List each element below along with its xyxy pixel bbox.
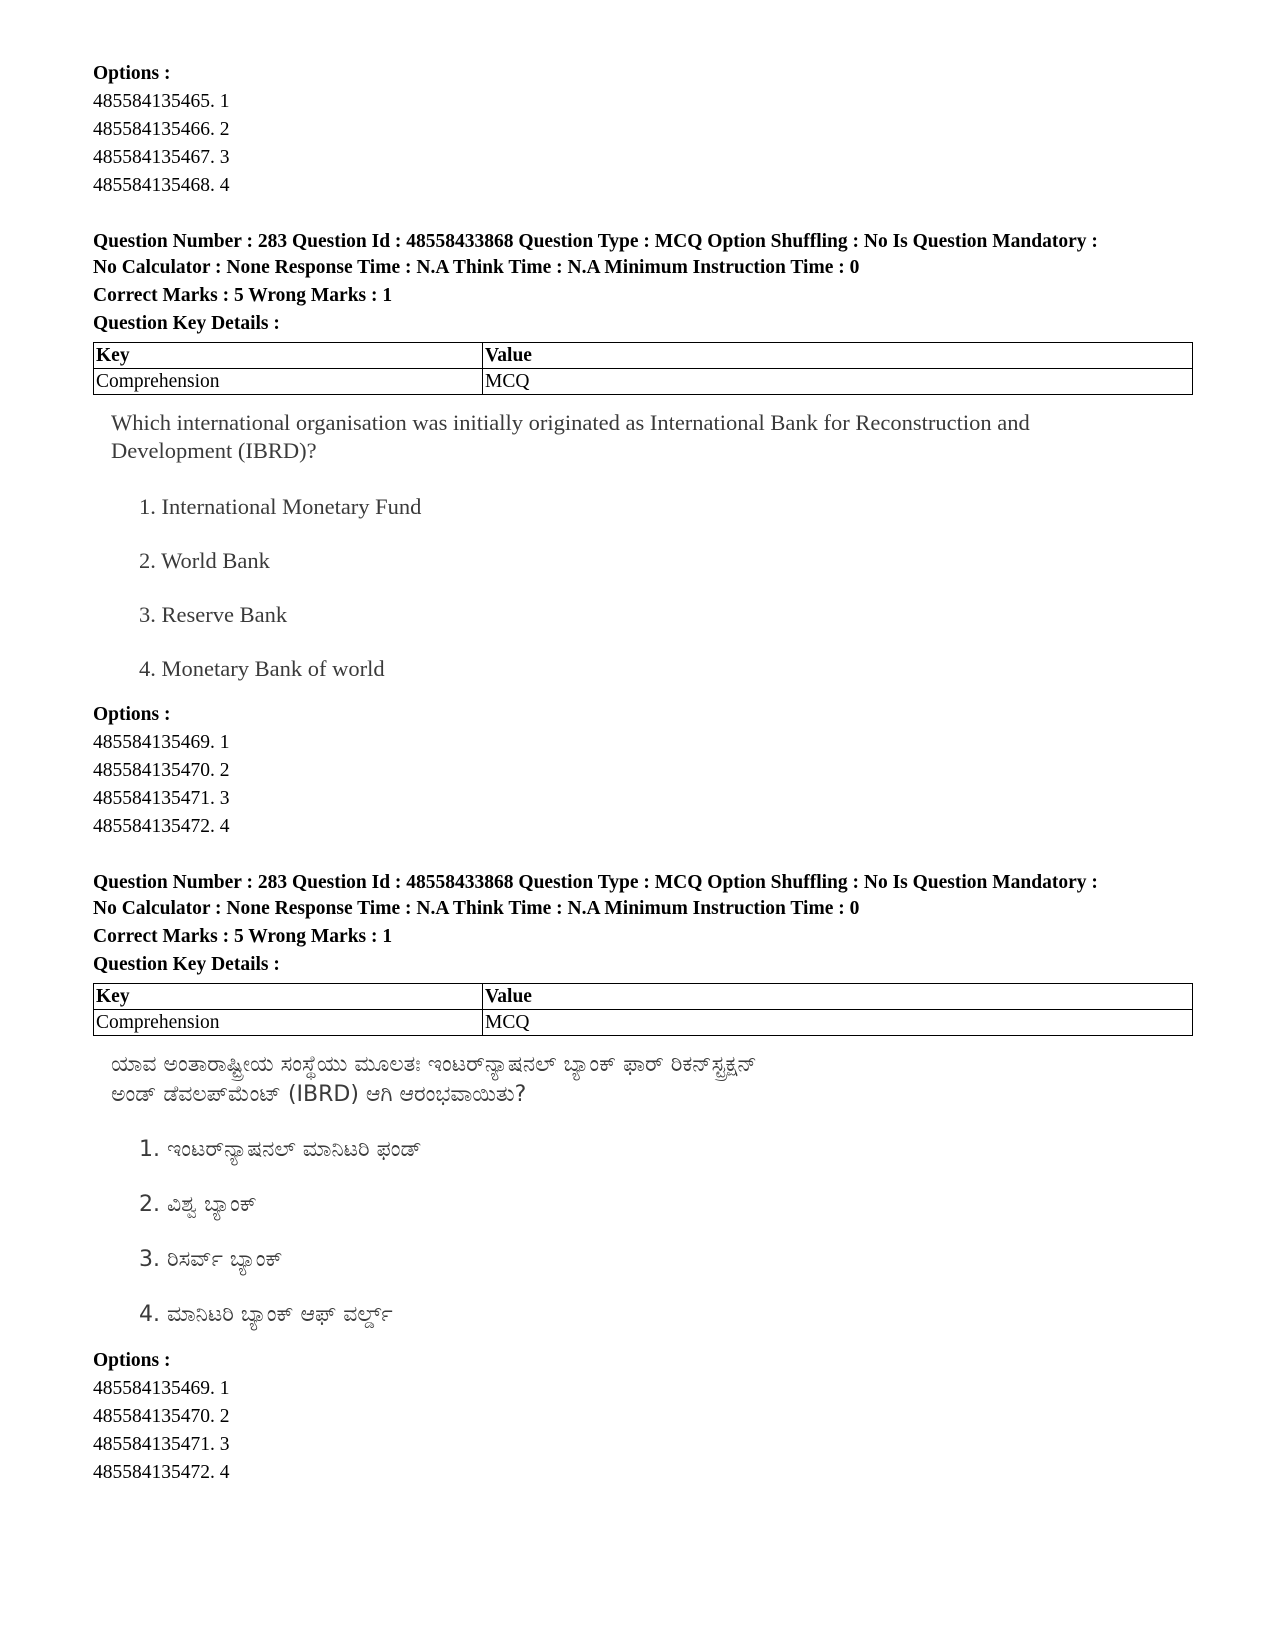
option-id-line: 485584135467. 3 <box>93 147 230 168</box>
table-header-key: Key <box>94 984 483 1010</box>
question-text: Which international organisation was initially originated as International Bank for Reconstruction and <box>111 410 1030 435</box>
option-id-line: 485584135470. 2 <box>93 1406 230 1427</box>
option-id-line: 485584135472. 4 <box>93 1462 230 1483</box>
choice-item: 2. World Bank <box>139 548 270 573</box>
option-id-line: 485584135471. 3 <box>93 788 230 809</box>
options-label: Options : <box>93 63 171 84</box>
option-id-line: 485584135469. 1 <box>93 1378 230 1399</box>
marks-line: Correct Marks : 5 Wrong Marks : 1 <box>93 285 393 306</box>
question-meta-line: No Calculator : None Response Time : N.A Think Time : N.A Minimum Instruction Time : 0 <box>93 898 860 919</box>
question-image-kannada <box>111 1050 1193 1329</box>
table-header-value: Value <box>483 343 1193 369</box>
table-header-value: Value <box>483 984 1193 1010</box>
key-details-table <box>93 342 1193 395</box>
question-text: ಅಂಡ್ ಡೆವಲಪ್‌ಮೆಂಟ್ (IBRD) ಆಗಿ ಆರಂಭವಾಯಿತು? <box>111 1082 527 1107</box>
choice-item: 4. Monetary Bank of world <box>139 656 385 681</box>
table-cell-key: Comprehension <box>94 1010 483 1036</box>
choice-item: 4. ಮಾನಿಟರಿ ಬ್ಯಾಂಕ್ ಆಫ್ ವರ್ಲ್ಡ್ <box>139 1302 393 1327</box>
option-id-line: 485584135466. 2 <box>93 119 230 140</box>
marks-line: Correct Marks : 5 Wrong Marks : 1 <box>93 926 393 947</box>
table-row <box>94 369 1193 395</box>
table-row <box>94 1010 1193 1036</box>
options-label: Options : <box>93 704 171 725</box>
table-header-key: Key <box>94 343 483 369</box>
question-meta-line: Question Number : 283 Question Id : 48558433868 Question Type : MCQ Option Shuffling : No Is Question Mandatory : <box>93 872 1098 893</box>
option-id-line: 485584135470. 2 <box>93 760 230 781</box>
question-text: ಯಾವ ಅಂತಾರಾಷ್ಟ್ರೀಯ ಸಂಸ್ಥೆಯು ಮೂಲತಃ ಇಂಟರ್‌ನ್ಯಾಷನಲ್ ಬ್ಯಾಂಕ್ ಫಾರ್ ರಿಕನ್‌ಸ್ಟ್ರಕ್ಷನ್ <box>111 1052 757 1077</box>
table-cell-key: Comprehension <box>94 369 483 395</box>
key-details-label: Question Key Details : <box>93 954 280 975</box>
option-id-line: 485584135465. 1 <box>93 91 230 112</box>
option-id-line: 485584135469. 1 <box>93 732 230 753</box>
table-header-row <box>94 984 1193 1010</box>
key-details-label: Question Key Details : <box>93 313 280 334</box>
options-label: Options : <box>93 1350 171 1371</box>
document-page <box>93 60 1193 1487</box>
table-cell-value: MCQ <box>483 369 1193 395</box>
option-id-line: 485584135468. 4 <box>93 175 230 196</box>
choice-item: 2. ವಿಶ್ವ ಬ್ಯಾಂಕ್ <box>139 1192 257 1217</box>
choice-item: 1. ಇಂಟರ್‌ನ್ಯಾಷನಲ್ ಮಾನಿಟರಿ ಫಂಡ್ <box>139 1137 422 1162</box>
option-id-line: 485584135471. 3 <box>93 1434 230 1455</box>
key-details-table <box>93 983 1193 1036</box>
question-image-english <box>111 409 1193 683</box>
table-cell-value: MCQ <box>483 1010 1193 1036</box>
choice-item: 3. ರಿಸರ್ವ್ ಬ್ಯಾಂಕ್ <box>139 1247 283 1272</box>
question-meta-line: Question Number : 283 Question Id : 48558433868 Question Type : MCQ Option Shuffling : No Is Question Mandatory : <box>93 231 1098 252</box>
option-id-line: 485584135472. 4 <box>93 816 230 837</box>
choice-item: 1. International Monetary Fund <box>139 494 422 519</box>
choice-item: 3. Reserve Bank <box>139 602 288 627</box>
table-header-row <box>94 343 1193 369</box>
question-text: Development (IBRD)? <box>111 438 317 463</box>
question-meta-line: No Calculator : None Response Time : N.A Think Time : N.A Minimum Instruction Time : 0 <box>93 257 860 278</box>
